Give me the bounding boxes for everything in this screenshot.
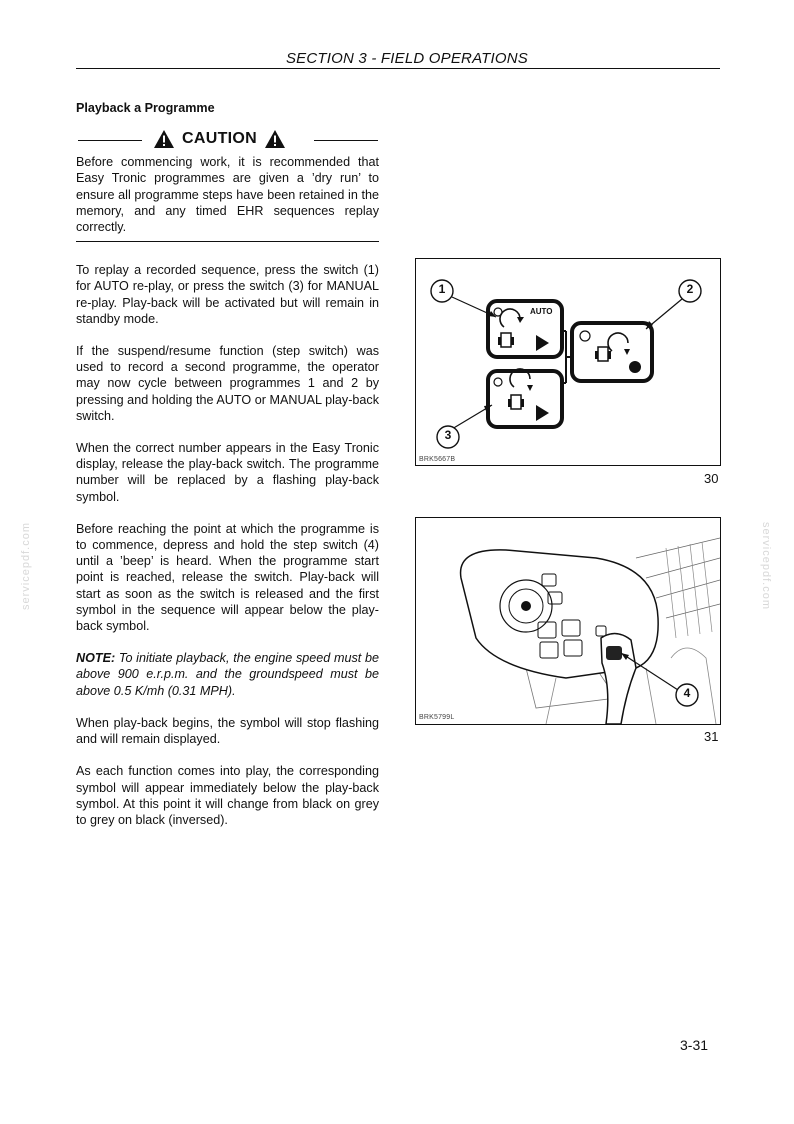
figure-code: BRK5799L bbox=[419, 714, 455, 721]
callout-3: 3 bbox=[444, 428, 452, 442]
figure-31-control-handle bbox=[415, 517, 721, 725]
callout-1: 1 bbox=[438, 282, 446, 296]
watermark-right: servicepdf.com bbox=[759, 522, 772, 610]
caution-rule-left bbox=[78, 140, 142, 141]
callout-2: 2 bbox=[686, 282, 694, 296]
paragraph: If the suspend/resume function (step switch) was used to record a second programme, the operator may now cycle between programmes 1 and 2 by pressing and holding the AUTO or MANUAL play-back switch. bbox=[76, 344, 379, 423]
auto-label: AUTO bbox=[530, 307, 553, 316]
note-label: NOTE: bbox=[76, 651, 116, 666]
paragraph: To replay a recorded sequence, press the switch (1) for AUTO re-play, or press the switch (3) for MANUAL re-play. Play-back will be activated but will remain in standby mode. bbox=[76, 263, 379, 326]
caution-banner bbox=[76, 128, 379, 154]
section-heading: Playback a Programme bbox=[76, 101, 215, 115]
figure-number: 30 bbox=[704, 471, 719, 486]
callout-4: 4 bbox=[683, 686, 691, 700]
paragraph: When the correct number appears in the Easy Tronic display, release the play-back switch. The programme number will be replaced by a flashing play-back symbol. bbox=[76, 441, 379, 504]
note-text: To initiate playback, the engine speed must be above 900 e.r.p.m. and the groundspeed must be above 0.5 K/mh (0.31 MPH). bbox=[76, 651, 379, 698]
caution-bottom-rule bbox=[76, 241, 379, 242]
caution-label: CAUTION bbox=[182, 130, 257, 148]
control-handle-illustration bbox=[416, 518, 720, 724]
warning-triangle-icon bbox=[153, 129, 175, 149]
figure-30-playback-switches bbox=[415, 258, 721, 466]
note bbox=[76, 650, 379, 699]
caution-text: Before commencing work, it is recommended that Easy Tronic programmes are given a ’dry run’ to ensure all programme steps have been retained in the memory, and any timed EHR sequences replay correctly. bbox=[76, 155, 379, 235]
switch-diagram-illustration bbox=[416, 259, 720, 465]
page-number: 3-31 bbox=[680, 1037, 709, 1053]
section-title: SECTION 3 - FIELD OPERATIONS bbox=[285, 50, 528, 67]
paragraph: Before reaching the point at which the programme is to commence, depress and hold the step switch (4) until a ’beep’ is heard. When the programme start point is reached, release the switch. Play-back will start as soon as the switch is released and the first symbol in the sequence will appear below the play-back symbol. bbox=[76, 521, 379, 634]
header-rule bbox=[76, 68, 720, 69]
page-header bbox=[76, 50, 720, 68]
warning-triangle-icon bbox=[264, 129, 286, 149]
caution-rule-right bbox=[314, 140, 378, 141]
figure-code: BRK5667B bbox=[419, 456, 456, 463]
paragraph: As each function comes into play, the corresponding symbol will appear immediately below the play-back symbol. At this point it will change from black on grey to grey on black (inversed). bbox=[76, 764, 379, 827]
figure-number: 31 bbox=[704, 729, 719, 744]
watermark-left: servicepdf.com bbox=[19, 522, 32, 610]
text-column bbox=[76, 100, 379, 844]
paragraph: When play-back begins, the symbol will stop flashing and will remain displayed. bbox=[76, 715, 379, 747]
